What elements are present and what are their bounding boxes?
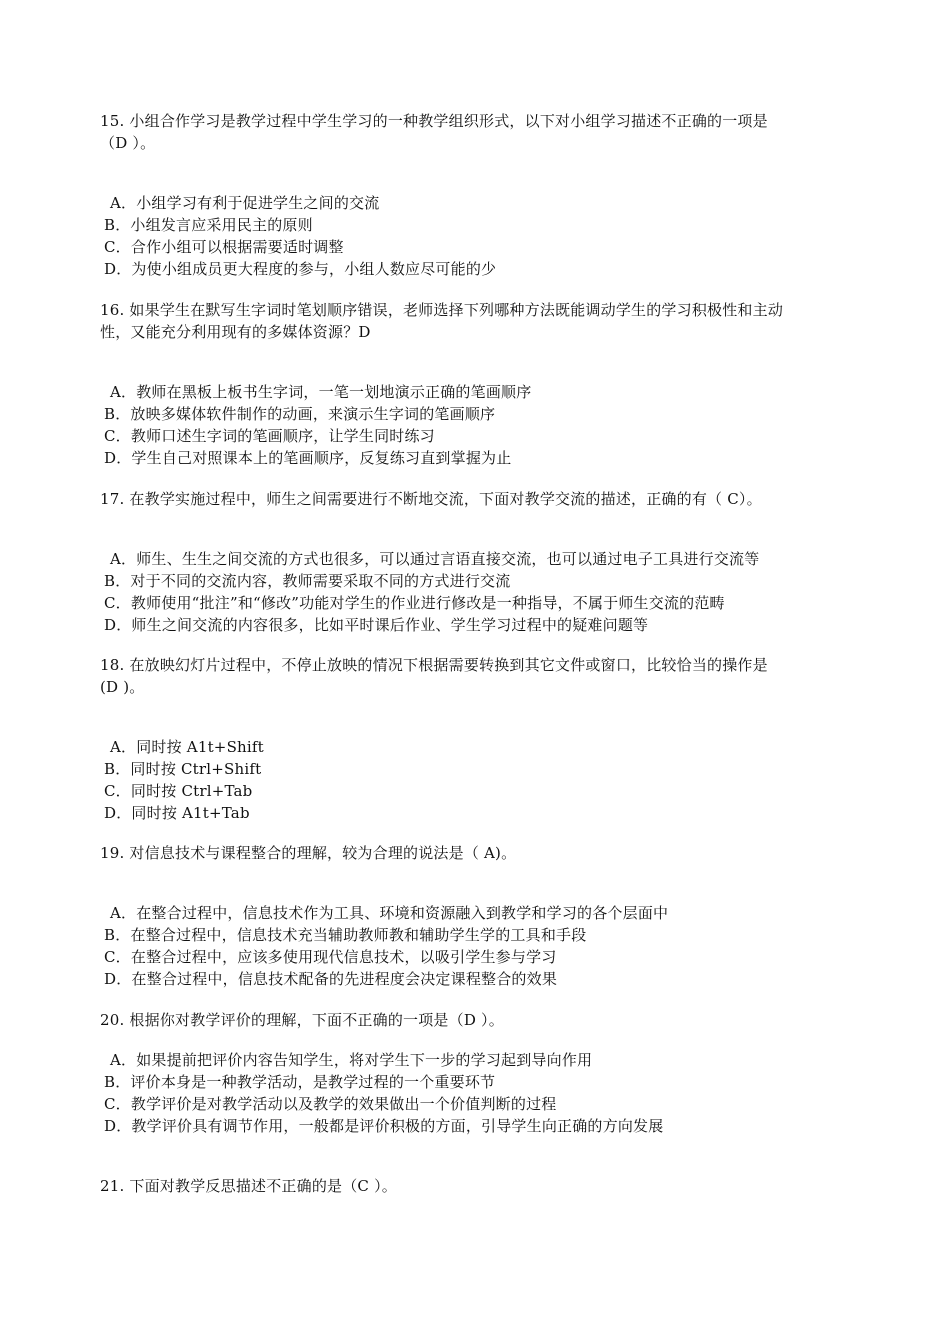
question-18-option-b: B．同时按 Ctrl+Shift — [104, 760, 262, 778]
question-21-stem: 21. 下面对教学反思描述不正确的是（C ）。 — [100, 1177, 397, 1195]
question-16-option-a: A．教师在黑板上板书生字词，一笔一划地演示正确的笔画顺序 — [110, 383, 532, 401]
question-20-option-d: D．教学评价具有调节作用，一般都是评价积极的方面，引导学生向正确的方向发展 — [104, 1117, 664, 1135]
question-15-option-a: A．小组学习有利于促进学生之间的交流 — [110, 194, 380, 212]
question-17-option-c: C．教师使用“批注”和“修改”功能对学生的作业进行修改是一种指导，不属于师生交流的范畴 — [104, 594, 725, 612]
question-17-stem: 17. 在教学实施过程中，师生之间需要进行不断地交流，下面对教学交流的描述，正确的有（ C）。 — [100, 490, 762, 508]
question-17-option-a: A．师生、生生之间交流的方式也很多，可以通过言语直接交流，也可以通过电子工具进行交流等 — [110, 550, 760, 568]
question-18-option-a: A．同时按 A1t+Shift — [110, 738, 264, 756]
question-19-option-c: C．在整合过程中，应该多使用现代信息技术，以吸引学生参与学习 — [104, 948, 557, 966]
question-15-answer: （D ）。 — [100, 134, 156, 152]
question-19-stem: 19. 对信息技术与课程整合的理解，较为合理的说法是（ A)。 — [100, 844, 517, 862]
question-20-option-b: B．评价本身是一种教学活动，是教学过程的一个重要环节 — [104, 1073, 496, 1091]
question-15-stem: 15. 小组合作学习是教学过程中学生学习的一种教学组织形式，以下对小组学习描述不正确的一项是 — [100, 112, 768, 130]
question-15-option-d: D．为使小组成员更大程度的参与，小组人数应尽可能的少 — [104, 260, 497, 278]
question-19-option-a: A．在整合过程中，信息技术作为工具、环境和资源融入到教学和学习的各个层面中 — [110, 904, 669, 922]
question-20-option-a: A．如果提前把评价内容告知学生，将对学生下一步的学习起到导向作用 — [110, 1051, 593, 1069]
question-16-stem: 16. 如果学生在默写生字词时笔划顺序错误，老师选择下列哪种方法既能调动学生的学习积极性和主动 — [100, 301, 784, 319]
question-17-option-d: D．师生之间交流的内容很多，比如平时课后作业、学生学习过程中的疑难问题等 — [104, 616, 649, 634]
question-18-answer: (D )。 — [100, 678, 145, 696]
question-18-option-d: D．同时按 A1t+Tab — [104, 804, 250, 822]
question-20-option-c: C．教学评价是对教学活动以及教学的效果做出一个价值判断的过程 — [104, 1095, 557, 1113]
question-16-option-b: B．放映多媒体软件制作的动画，来演示生字词的笔画顺序 — [104, 405, 496, 423]
question-15-option-b: B．小组发言应采用民主的原则 — [104, 216, 313, 234]
question-17-option-b: B．对于不同的交流内容，教师需要采取不同的方式进行交流 — [104, 572, 511, 590]
question-15-option-c: C．合作小组可以根据需要适时调整 — [104, 238, 344, 256]
question-16-option-c: C．教师口述生字词的笔画顺序，让学生同时练习 — [104, 427, 435, 445]
question-20-stem: 20. 根据你对教学评价的理解，下面不正确的一项是（D ）。 — [100, 1011, 504, 1029]
question-18-option-c: C．同时按 Ctrl+Tab — [104, 782, 253, 800]
question-16-stem-cont: 性，又能充分利用现有的多媒体资源？D — [100, 323, 371, 341]
question-19-option-d: D．在整合过程中，信息技术配备的先进程度会决定课程整合的效果 — [104, 970, 558, 988]
question-19-option-b: B．在整合过程中，信息技术充当辅助教师教和辅助学生学的工具和手段 — [104, 926, 587, 944]
question-18-stem: 18. 在放映幻灯片过程中，不停止放映的情况下根据需要转换到其它文件或窗口，比较恰当的操作是 — [100, 656, 768, 674]
question-16-option-d: D．学生自己对照课本上的笔画顺序，反复练习直到掌握为止 — [104, 449, 512, 467]
